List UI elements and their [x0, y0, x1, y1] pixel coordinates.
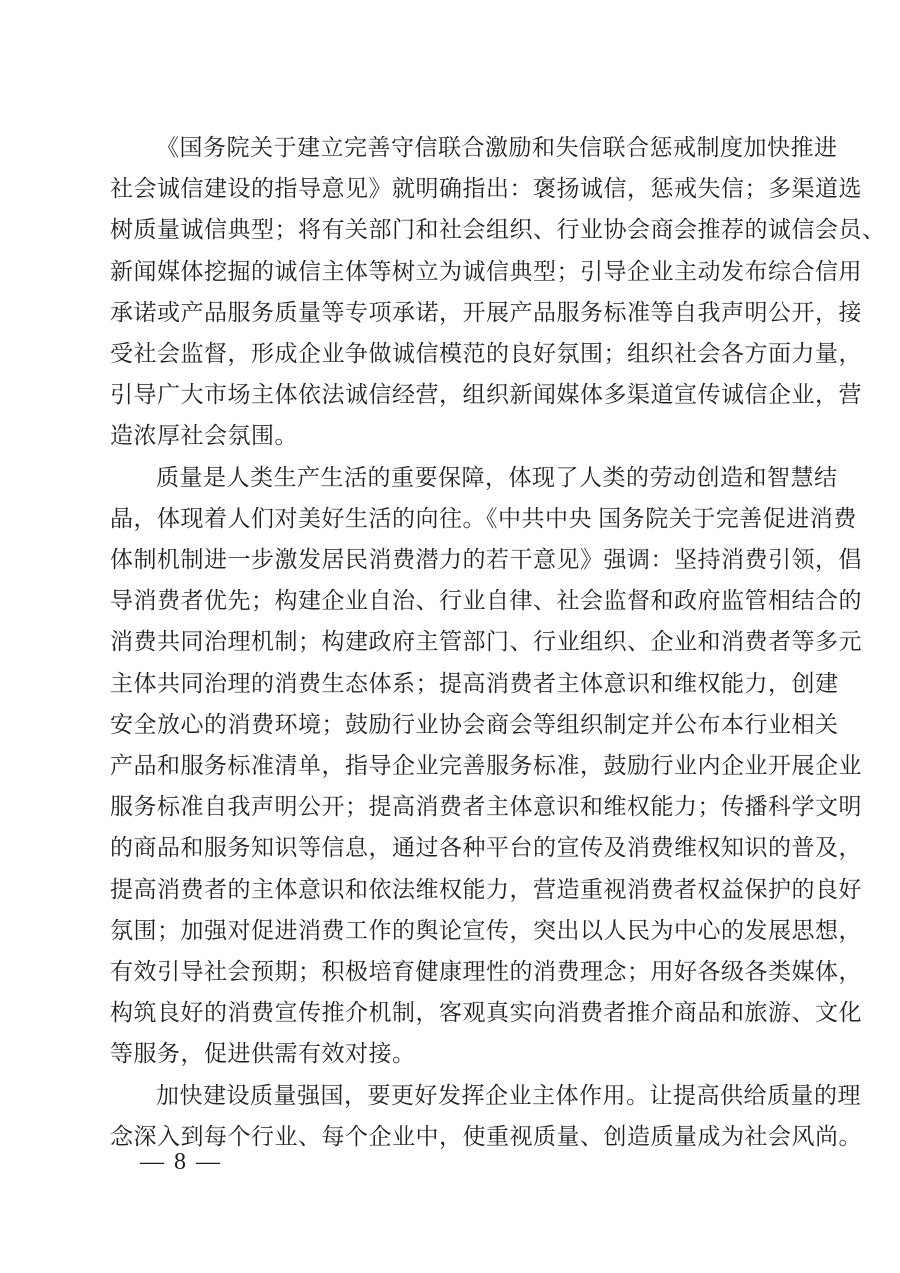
text-line: 新闻媒体挖掘的诚信主体等树立为诚信典型；引导企业主动发布综合信用	[110, 258, 862, 284]
text-line: 念深入到每个行业、每个企业中，使重视质量、创造质量成为社会风尚。	[110, 1123, 862, 1149]
text-line: 引导广大市场主体依法诚信经营，组织新闻媒体多渠道宣传诚信企业，营	[110, 382, 862, 408]
text-line: 承诺或产品服务质量等专项承诺，开展产品服务标准等自我声明公开，接	[110, 299, 862, 325]
page-number: — 8 —	[140, 1149, 222, 1175]
text-line: 等服务，促进供需有效对接。	[110, 1041, 416, 1067]
text-line: 构筑良好的消费宣传推介机制，客观真实向消费者推介商品和旅游、文化	[110, 1000, 862, 1026]
text-line: 体制机制进一步激发居民消费潜力的若干意见》强调：坚持消费引领，倡	[110, 547, 862, 573]
text-line: 《国务院关于建立完善守信联合激励和失信联合惩戒制度加快推进	[156, 135, 838, 160]
text-line: 受社会监督，形成企业争做诚信模范的良好氛围；组织社会各方面力量，	[110, 341, 862, 367]
text-line: 安全放心的消费环境；鼓励行业协会商会等组织制定并公布本行业相关	[110, 711, 839, 737]
text-line: 社会诚信建设的指导意见》就明确指出：褒扬诚信，惩戒失信；多渠道选	[110, 176, 862, 202]
text-line: 产品和服务标准清单，指导企业完善服务标准，鼓励行业内企业开展企业	[110, 753, 862, 779]
text-line: 主体共同治理的消费生态体系；提高消费者主体意识和维权能力，创建	[110, 670, 839, 696]
text-line: 晶，体现着人们对美好生活的向往。《中共中央 国务院关于完善促进消费	[110, 505, 857, 531]
text-line: 提高消费者的主体意识和依法维权能力，营造重视消费者权益保护的良好	[110, 876, 862, 902]
text-line: 质量是人类生产生活的重要保障，体现了人类的劳动创造和智慧结	[156, 464, 838, 490]
document-body	[110, 127, 886, 1157]
text-line: 的商品和服务知识等信息，通过各种平台的宣传及消费维权知识的普及，	[110, 835, 862, 861]
text-line: 导消费者优先；构建企业自治、行业自律、社会监督和政府监管相结合的	[110, 588, 862, 614]
text-line: 加快建设质量强国，要更好发挥企业主体作用。让提高供给质量的理	[156, 1082, 861, 1108]
paragraph	[110, 127, 886, 457]
text-line: 氛围；加强对促进消费工作的舆论宣传，突出以人民为中心的发展思想，	[110, 917, 862, 943]
text-line: 消费共同治理机制；构建政府主管部门、行业组织、企业和消费者等多元	[110, 629, 862, 655]
paragraph	[110, 457, 862, 1075]
paragraph	[110, 1075, 862, 1157]
text-line: 树质量诚信典型；将有关部门和社会组织、行业协会商会推荐的诚信会员、	[110, 217, 886, 243]
text-line: 有效引导社会预期；积极培育健康理性的消费理念；用好各级各类媒体，	[110, 959, 862, 985]
text-line: 造浓厚社会氛围。	[110, 423, 298, 449]
text-line: 服务标准自我声明公开；提高消费者主体意识和维权能力；传播科学文明	[110, 794, 862, 820]
